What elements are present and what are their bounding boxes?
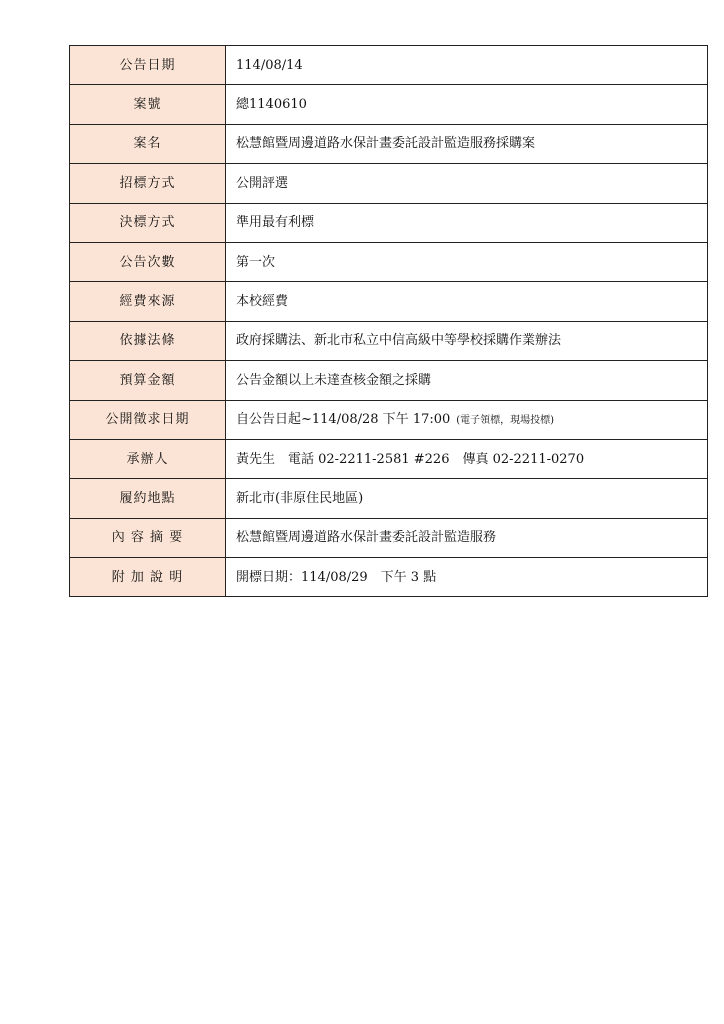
row-value: 松慧館暨周邊道路水保計畫委託設計監造服務 [226, 518, 708, 557]
row-value: 114/08/14 [226, 46, 708, 85]
row-value: 準用最有利標 [226, 203, 708, 242]
row-value: 松慧館暨周邊道路水保計畫委託設計監造服務採購案 [226, 124, 708, 163]
table-row [70, 282, 708, 321]
table-row [70, 518, 708, 557]
row-label: 履約地點 [70, 479, 226, 518]
table-row [70, 85, 708, 124]
table-row [70, 242, 708, 281]
row-label: 依據法條 [70, 321, 226, 360]
row-value: 公告金額以上未達查核金額之採購 [226, 361, 708, 400]
solicitation-date-text: 自公告日起~114/08/28 下午 17:00 [236, 412, 451, 428]
row-value: 公開評選 [226, 164, 708, 203]
row-value: 開標日期：114/08/29 下午 3 點 [226, 558, 708, 597]
table-row [70, 479, 708, 518]
table-row [70, 321, 708, 360]
table-row [70, 203, 708, 242]
row-value: 黃先生 電話 02-2211-2581 #226 傳真 02-2211-0270 [226, 439, 708, 478]
table-row [70, 124, 708, 163]
row-label: 內 容 摘 要 [70, 518, 226, 557]
procurement-notice-table [69, 45, 708, 597]
row-label: 案號 [70, 85, 226, 124]
table-row [70, 361, 708, 400]
row-label: 經費來源 [70, 282, 226, 321]
row-label: 公開徵求日期 [70, 400, 226, 439]
tender-method-note: (電子領標，現場投標) [456, 415, 555, 427]
row-label: 承辦人 [70, 439, 226, 478]
row-label: 招標方式 [70, 164, 226, 203]
table-row [70, 439, 708, 478]
row-label: 公告日期 [70, 46, 226, 85]
table-row [70, 558, 708, 597]
row-value-with-note [226, 400, 708, 439]
row-value: 政府採購法、新北市私立中信高級中等學校採購作業辦法 [226, 321, 708, 360]
row-label: 附 加 說 明 [70, 558, 226, 597]
row-label: 決標方式 [70, 203, 226, 242]
row-value: 新北市(非原住民地區) [226, 479, 708, 518]
row-label: 公告次數 [70, 242, 226, 281]
table-row [70, 164, 708, 203]
table-row [70, 400, 708, 439]
row-value: 本校經費 [226, 282, 708, 321]
row-value: 總1140610 [226, 85, 708, 124]
table-row [70, 46, 708, 85]
row-label: 案名 [70, 124, 226, 163]
row-label: 預算金額 [70, 361, 226, 400]
row-value: 第一次 [226, 242, 708, 281]
